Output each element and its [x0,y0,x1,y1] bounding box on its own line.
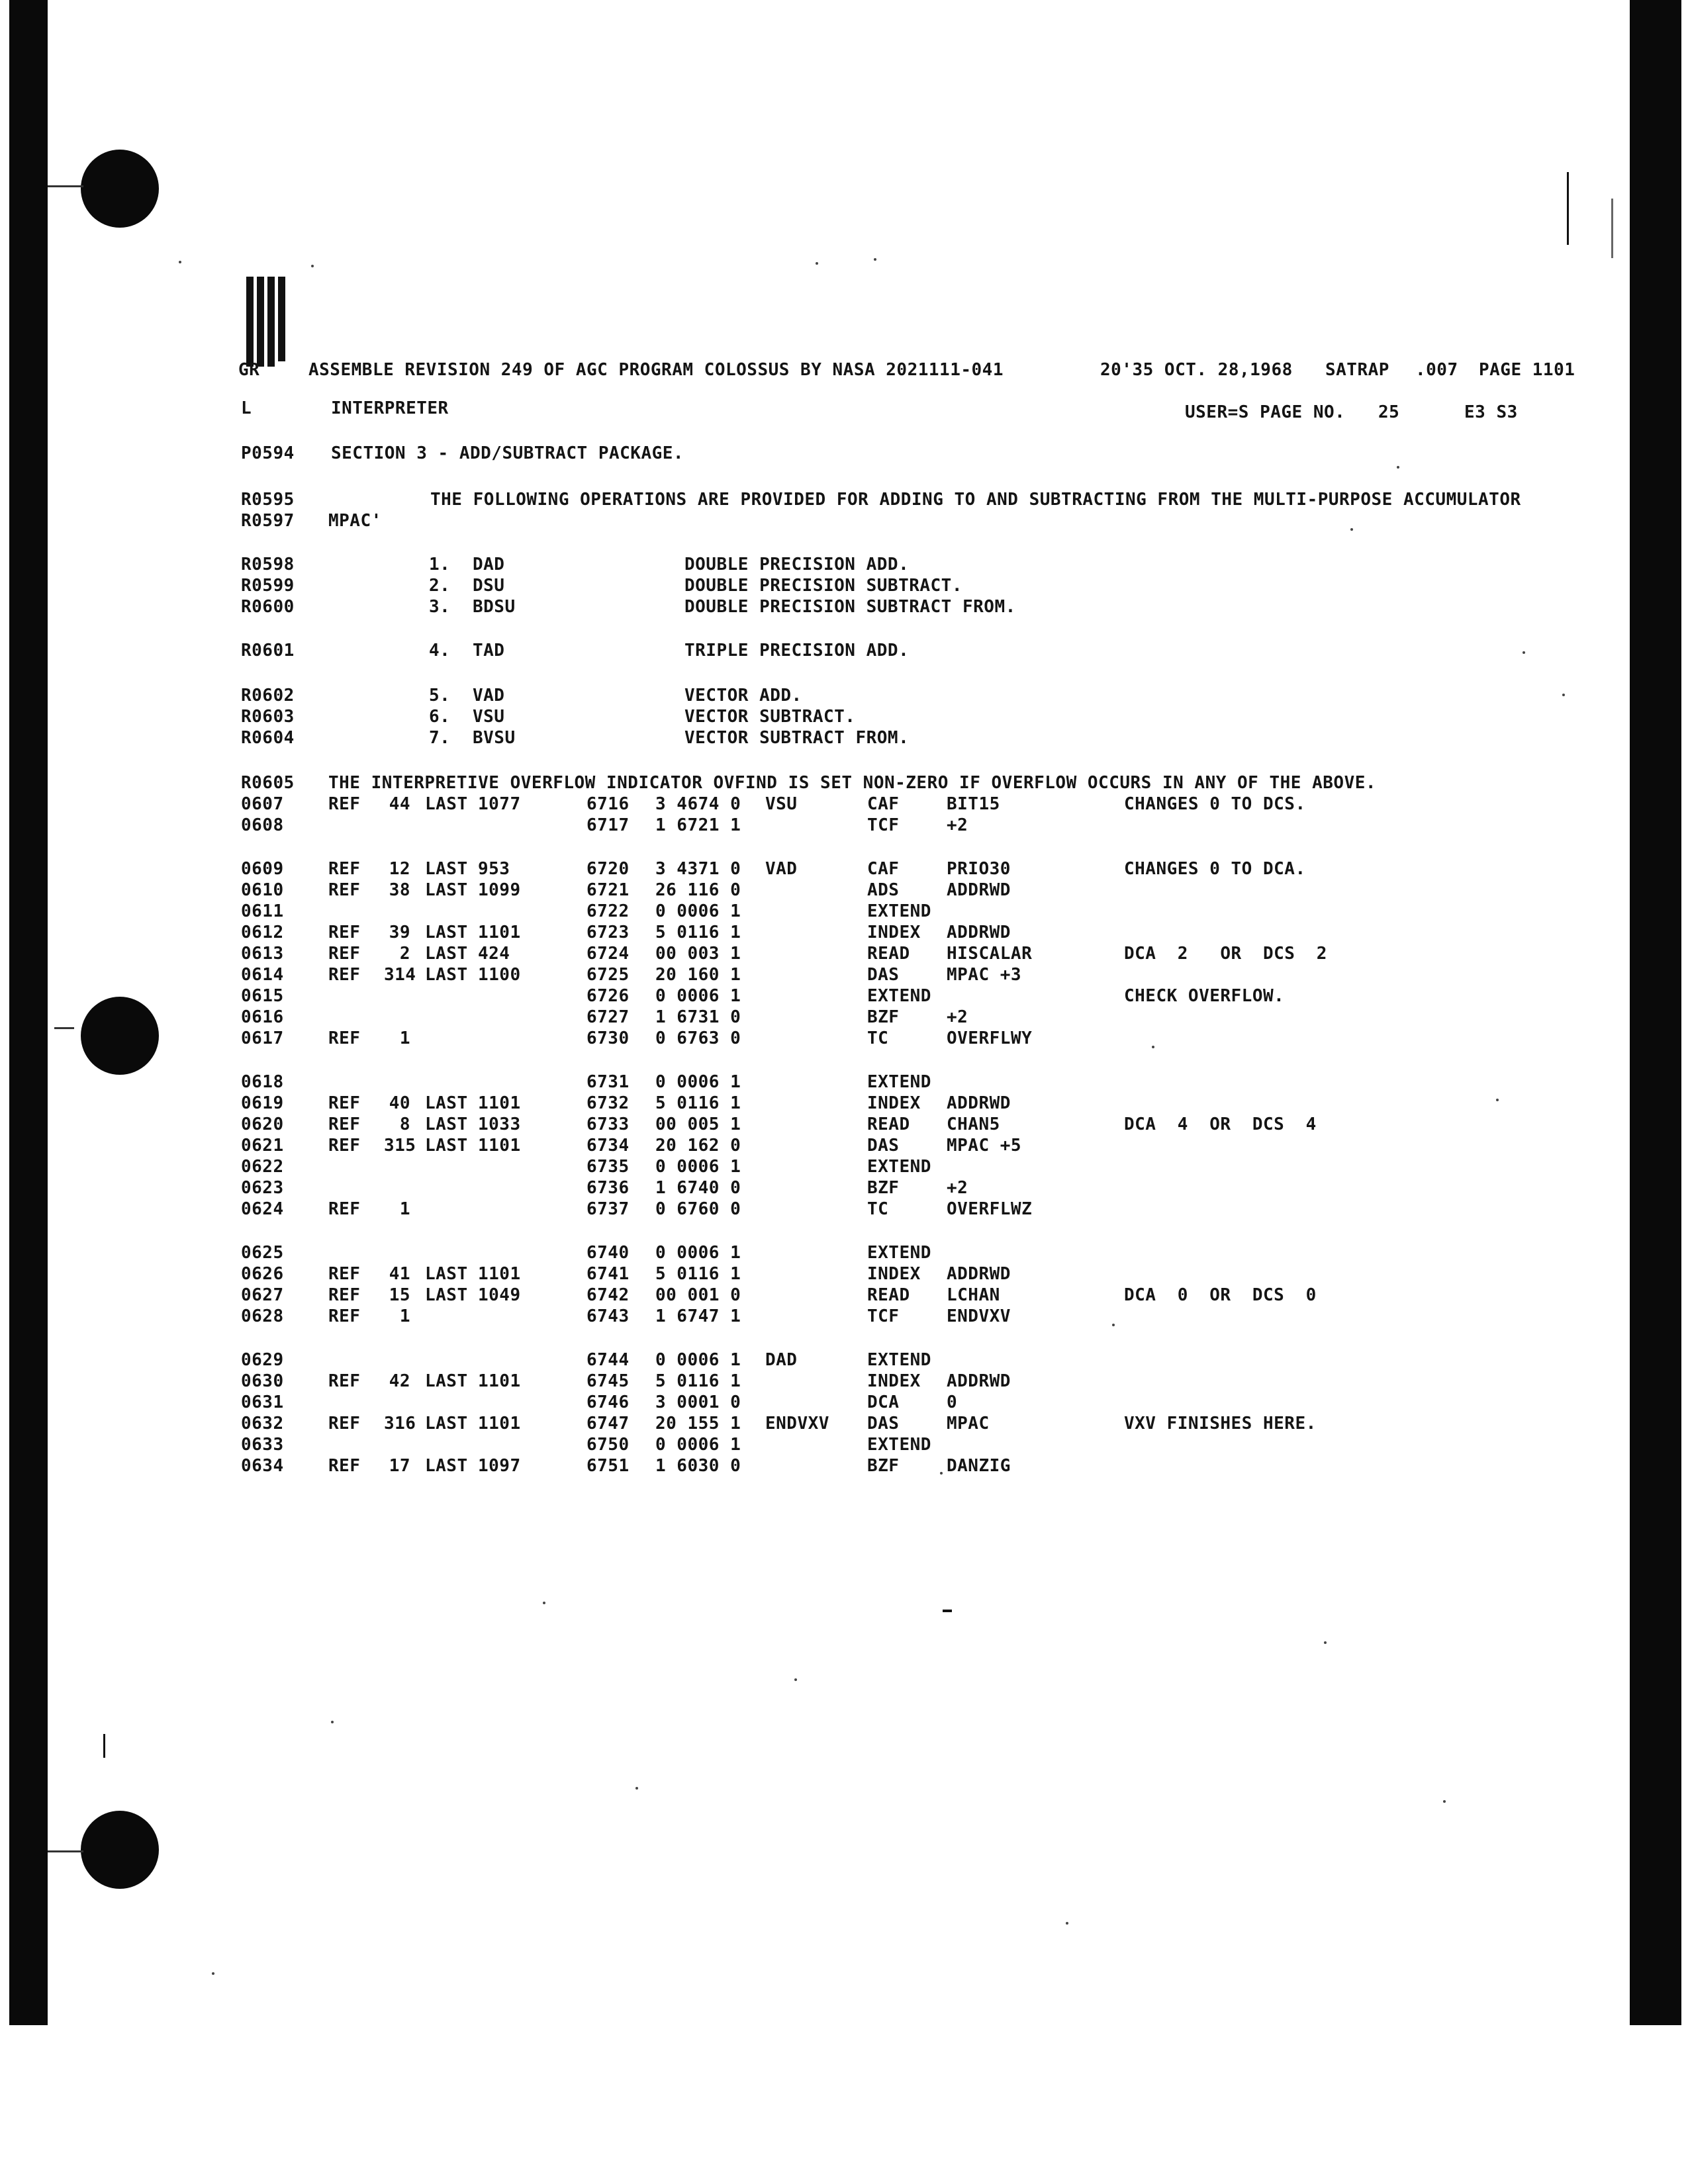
opcode: BZF [867,1178,900,1198]
code-comment: DCA 4 OR DCS 4 [1124,1115,1317,1134]
memory-address: 6746 [586,1392,630,1412]
opcode: TC [867,1028,889,1048]
opcode: TCF [867,815,900,835]
last-keyword: LAST [425,1093,468,1113]
memory-address: 6740 [586,1243,630,1263]
operation-description: DOUBLE PRECISION SUBTRACT. [684,576,962,596]
scan-speck [1523,651,1525,654]
machine-code: 0 0006 1 [655,1157,741,1177]
code-label: VAD [765,859,798,879]
line-number: 0622 [241,1157,284,1177]
opcode: READ [867,1115,910,1134]
memory-address: 6751 [586,1456,630,1476]
last-keyword: LAST [425,1264,468,1284]
ref-keyword: REF [328,965,361,985]
ref-keyword: REF [328,1115,361,1134]
opcode: EXTEND [867,1350,931,1370]
scan-speck [1562,694,1565,696]
operation-index: 2. [429,576,451,596]
user-page-label: USER=S PAGE NO. [1185,402,1346,422]
ref-keyword: REF [328,923,361,942]
memory-address: 6726 [586,986,630,1006]
line-number: P0594 [241,443,295,463]
line-number: 0619 [241,1093,284,1113]
last-page: 1099 [478,880,521,900]
ref-keyword: REF [328,1136,361,1156]
ref-count: 17 [389,1456,410,1476]
line-number: 0624 [241,1199,284,1219]
memory-address: 6735 [586,1157,630,1177]
scan-speck [1350,528,1353,531]
ref-count: 41 [389,1264,410,1284]
opcode: EXTEND [867,1072,931,1092]
line-number: 0630 [241,1371,284,1391]
last-page: 1101 [478,1264,521,1284]
memory-address: 6733 [586,1115,630,1134]
ref-count: 314 [384,965,416,985]
machine-code: 5 0116 1 [655,1093,741,1113]
scan-border-left [9,0,48,2025]
memory-address: 6724 [586,944,630,964]
ref-keyword: REF [328,794,361,814]
line-number: R0598 [241,555,295,574]
memory-address: 6720 [586,859,630,879]
last-page: 1033 [478,1115,521,1134]
scan-speck [1496,1099,1499,1101]
operation-mnemonic: BDSU [473,597,516,617]
memory-address: 6734 [586,1136,630,1156]
last-page: 1077 [478,794,521,814]
machine-code: 5 0116 1 [655,1371,741,1391]
last-keyword: LAST [425,1371,468,1391]
scan-speck [331,1721,334,1723]
ref-count: 12 [389,859,410,879]
line-number: R0601 [241,641,295,660]
opcode: INDEX [867,923,921,942]
opcode: DAS [867,1414,900,1433]
last-keyword: LAST [425,1285,468,1305]
machine-code: 0 0006 1 [655,986,741,1006]
last-page: 1101 [478,1414,521,1433]
ref-keyword: REF [328,880,361,900]
last-page: 1101 [478,1136,521,1156]
last-keyword: LAST [425,859,468,879]
code-comment: CHECK OVERFLOW. [1124,986,1285,1006]
machine-code: 3 0001 0 [655,1392,741,1412]
code-label: VSU [765,794,798,814]
machine-code: 0 6763 0 [655,1028,741,1048]
line-number: 0611 [241,901,284,921]
memory-address: 6732 [586,1093,630,1113]
line-number: R0602 [241,686,295,705]
machine-code: 3 4674 0 [655,794,741,814]
hole-tick-mark [48,185,83,187]
operation-index: 4. [429,641,451,660]
line-number: 0608 [241,815,284,835]
code-label: ENDVXV [765,1414,829,1433]
opcode: CAF [867,859,900,879]
operand: ADDRWD [947,923,1011,942]
punch-hole-middle [81,997,159,1075]
line-number: 0634 [241,1456,284,1476]
machine-code: 0 0006 1 [655,901,741,921]
operand: +2 [947,1007,968,1027]
memory-address: 6730 [586,1028,630,1048]
line-number: 0621 [241,1136,284,1156]
ref-keyword: REF [328,1306,361,1326]
operation-index: 7. [429,728,451,748]
line-number: 0627 [241,1285,284,1305]
scan-speck [212,1972,214,1975]
machine-code: 20 162 0 [655,1136,741,1156]
line-number: 0629 [241,1350,284,1370]
line-number: 0623 [241,1178,284,1198]
opcode: CAF [867,794,900,814]
machine-code: 1 6747 1 [655,1306,741,1326]
code-comment: CHANGES 0 TO DCA. [1124,859,1306,879]
operand: HISCALAR [947,944,1033,964]
last-page: 953 [478,859,510,879]
opcode: EXTEND [867,901,931,921]
machine-code: 1 6740 0 [655,1178,741,1198]
line-number: 0632 [241,1414,284,1433]
operand: ADDRWD [947,1371,1011,1391]
margin-mark [1567,172,1569,245]
scan-speck [179,261,181,263]
machine-code: 5 0116 1 [655,923,741,942]
line-number: 0617 [241,1028,284,1048]
opcode: TCF [867,1306,900,1326]
memory-address: 6747 [586,1414,630,1433]
line-number: 0626 [241,1264,284,1284]
last-page: 1049 [478,1285,521,1305]
line-number: R0600 [241,597,295,617]
line-number: 0613 [241,944,284,964]
machine-code: 00 005 1 [655,1115,741,1134]
memory-address: 6721 [586,880,630,900]
line-number: 0625 [241,1243,284,1263]
operand: MPAC [947,1414,990,1433]
line-number: 0631 [241,1392,284,1412]
line-number: R0597 [241,511,295,531]
machine-code: 0 0006 1 [655,1072,741,1092]
margin-mark [1611,199,1613,258]
punch-hole-bottom [81,1811,159,1889]
operation-description: VECTOR ADD. [684,686,802,705]
last-keyword: LAST [425,1136,468,1156]
operand: CHAN5 [947,1115,1000,1134]
memory-address: 6716 [586,794,630,814]
machine-code: 20 155 1 [655,1414,741,1433]
header-timestamp: 20'35 OCT. 28,1968 [1100,360,1293,380]
operation-description: VECTOR SUBTRACT FROM. [684,728,910,748]
hole-tick-mark [48,1850,83,1852]
code-comment: DCA 0 OR DCS 0 [1124,1285,1317,1305]
operand: MPAC +5 [947,1136,1022,1156]
ref-count: 1 [399,1028,410,1048]
scan-speck [943,1610,952,1612]
machine-code: 1 6731 0 [655,1007,741,1027]
line-number: R0605 [241,773,295,793]
last-page: 1101 [478,923,521,942]
scan-border-right [1630,0,1681,2025]
header-page-number: PAGE 1101 [1479,360,1575,380]
ref-count: 1 [399,1199,410,1219]
opcode: EXTEND [867,1157,931,1177]
machine-code: 1 6721 1 [655,815,741,835]
opcode: INDEX [867,1264,921,1284]
machine-code: 3 4371 0 [655,859,741,879]
scan-speck [1152,1046,1154,1048]
memory-address: 6736 [586,1178,630,1198]
last-keyword: LAST [425,965,468,985]
ref-count: 42 [389,1371,410,1391]
code-label: DAD [765,1350,798,1370]
opcode: INDEX [867,1093,921,1113]
section-title: SECTION 3 - ADD/SUBTRACT PACKAGE. [331,443,684,463]
memory-address: 6750 [586,1435,630,1455]
operation-index: 1. [429,555,451,574]
machine-code: 00 003 1 [655,944,741,964]
margin-mark [103,1734,105,1758]
comment-text: MPAC' [328,511,382,531]
machine-code: 5 0116 1 [655,1264,741,1284]
memory-address: 6743 [586,1306,630,1326]
operand: PRIO30 [947,859,1011,879]
ref-keyword: REF [328,1285,361,1305]
operand: ADDRWD [947,880,1011,900]
operand: ENDVXV [947,1306,1011,1326]
memory-address: 6742 [586,1285,630,1305]
scan-speck [940,1472,943,1475]
line-number: 0614 [241,965,284,985]
operation-mnemonic: VAD [473,686,505,705]
line-number: 0607 [241,794,284,814]
line-number: R0599 [241,576,295,596]
line-number: 0615 [241,986,284,1006]
line-number: 0610 [241,880,284,900]
operand: MPAC +3 [947,965,1022,985]
opcode: EXTEND [867,1243,931,1263]
subheader-marker: L [241,398,252,418]
operand: ADDRWD [947,1093,1011,1113]
operation-description: DOUBLE PRECISION SUBTRACT FROM. [684,597,1016,617]
ref-count: 40 [389,1093,410,1113]
line-number: 0616 [241,1007,284,1027]
ref-count: 316 [384,1414,416,1433]
hole-tick-mark [54,1027,74,1029]
operation-description: VECTOR SUBTRACT. [684,707,856,727]
operation-mnemonic: DAD [473,555,505,574]
memory-address: 6745 [586,1371,630,1391]
line-number: R0603 [241,707,295,727]
opcode: TC [867,1199,889,1219]
last-keyword: LAST [425,1456,468,1476]
punch-hole-top [81,150,159,228]
ref-count: 1 [399,1306,410,1326]
scan-speck [816,262,818,265]
scan-speck [1066,1922,1068,1925]
ref-count: 38 [389,880,410,900]
opcode: EXTEND [867,1435,931,1455]
ref-count: 15 [389,1285,410,1305]
operation-index: 6. [429,707,451,727]
user-page-number: 25 [1378,402,1400,422]
operation-index: 5. [429,686,451,705]
opcode: DAS [867,1136,900,1156]
subheader-codes: E3 S3 [1464,402,1518,422]
ref-count: 39 [389,923,410,942]
last-keyword: LAST [425,880,468,900]
operation-mnemonic: BVSU [473,728,516,748]
ref-keyword: REF [328,1456,361,1476]
operand: ADDRWD [947,1264,1011,1284]
machine-code: 0 0006 1 [655,1435,741,1455]
last-keyword: LAST [425,794,468,814]
operand: 0 [947,1392,958,1412]
opcode: DAS [867,965,900,985]
scan-speck [794,1678,797,1681]
printer-registration-mark [246,277,286,367]
scan-speck [311,265,314,267]
operand: BIT15 [947,794,1000,814]
machine-code: 0 0006 1 [655,1243,741,1263]
last-page: 1100 [478,965,521,985]
header-job: SATRAP [1325,360,1389,380]
memory-address: 6723 [586,923,630,942]
operation-mnemonic: TAD [473,641,505,660]
last-keyword: LAST [425,1115,468,1134]
code-comment: DCA 2 OR DCS 2 [1124,944,1327,964]
operation-mnemonic: DSU [473,576,505,596]
memory-address: 6731 [586,1072,630,1092]
operation-mnemonic: VSU [473,707,505,727]
opcode: BZF [867,1456,900,1476]
operand: DANZIG [947,1456,1011,1476]
memory-address: 6741 [586,1264,630,1284]
opcode: READ [867,944,910,964]
operand: OVERFLWZ [947,1199,1033,1219]
last-page: 1101 [478,1093,521,1113]
ref-keyword: REF [328,1199,361,1219]
memory-address: 6727 [586,1007,630,1027]
last-page: 1097 [478,1456,521,1476]
machine-code: 0 0006 1 [655,1350,741,1370]
operand: +2 [947,1178,968,1198]
ref-keyword: REF [328,944,361,964]
header-title: ASSEMBLE REVISION 249 OF AGC PROGRAM COLOSSUS BY NASA 2021111-041 [308,360,1004,380]
last-keyword: LAST [425,923,468,942]
memory-address: 6725 [586,965,630,985]
ref-keyword: REF [328,1093,361,1113]
memory-address: 6717 [586,815,630,835]
operand: +2 [947,815,968,835]
scan-speck [1397,466,1399,469]
line-number: 0612 [241,923,284,942]
ref-count: 8 [399,1115,410,1134]
last-keyword: LAST [425,944,468,964]
line-number: 0618 [241,1072,284,1092]
operand: LCHAN [947,1285,1000,1305]
ref-count: 2 [399,944,410,964]
scan-speck [1324,1641,1327,1644]
operand: OVERFLWY [947,1028,1033,1048]
line-number: R0595 [241,490,295,510]
ref-count: 44 [389,794,410,814]
code-comment: VXV FINISHES HERE. [1124,1414,1317,1433]
operation-description: TRIPLE PRECISION ADD. [684,641,910,660]
memory-address: 6737 [586,1199,630,1219]
ref-keyword: REF [328,1264,361,1284]
opcode: DCA [867,1392,900,1412]
last-page: 1101 [478,1371,521,1391]
opcode: INDEX [867,1371,921,1391]
machine-code: 26 116 0 [655,880,741,900]
opcode: ADS [867,880,900,900]
machine-code: 1 6030 0 [655,1456,741,1476]
header-corner-code: GR [238,360,260,380]
memory-address: 6722 [586,901,630,921]
line-number: R0604 [241,728,295,748]
subheader-section: INTERPRETER [331,398,449,418]
last-keyword: LAST [425,1414,468,1433]
memory-address: 6744 [586,1350,630,1370]
operation-description: DOUBLE PRECISION ADD. [684,555,910,574]
opcode: READ [867,1285,910,1305]
line-number: 0628 [241,1306,284,1326]
ref-keyword: REF [328,1028,361,1048]
last-page: 424 [478,944,510,964]
machine-code: 00 001 0 [655,1285,741,1305]
opcode: EXTEND [867,986,931,1006]
machine-code: 20 160 1 [655,965,741,985]
comment-text: THE INTERPRETIVE OVERFLOW INDICATOR OVFIND IS SET NON-ZERO IF OVERFLOW OCCURS IN ANY OF THE ABOVE. [328,773,1377,793]
opcode: BZF [867,1007,900,1027]
line-number: 0633 [241,1435,284,1455]
scan-speck [1112,1324,1115,1326]
code-comment: CHANGES 0 TO DCS. [1124,794,1306,814]
line-number: 0620 [241,1115,284,1134]
comment-text: THE FOLLOWING OPERATIONS ARE PROVIDED FOR ADDING TO AND SUBTRACTING FROM THE MULTI-PURPOSE ACCUMULATOR [430,490,1521,510]
ref-keyword: REF [328,1371,361,1391]
ref-keyword: REF [328,1414,361,1433]
machine-code: 0 6760 0 [655,1199,741,1219]
scan-speck [1443,1800,1446,1803]
operation-index: 3. [429,597,451,617]
ref-count: 315 [384,1136,416,1156]
scan-speck [543,1602,545,1604]
scan-speck [874,258,876,261]
scan-speck [635,1787,638,1790]
header-job-code: .007 [1415,360,1458,380]
line-number: 0609 [241,859,284,879]
ref-keyword: REF [328,859,361,879]
